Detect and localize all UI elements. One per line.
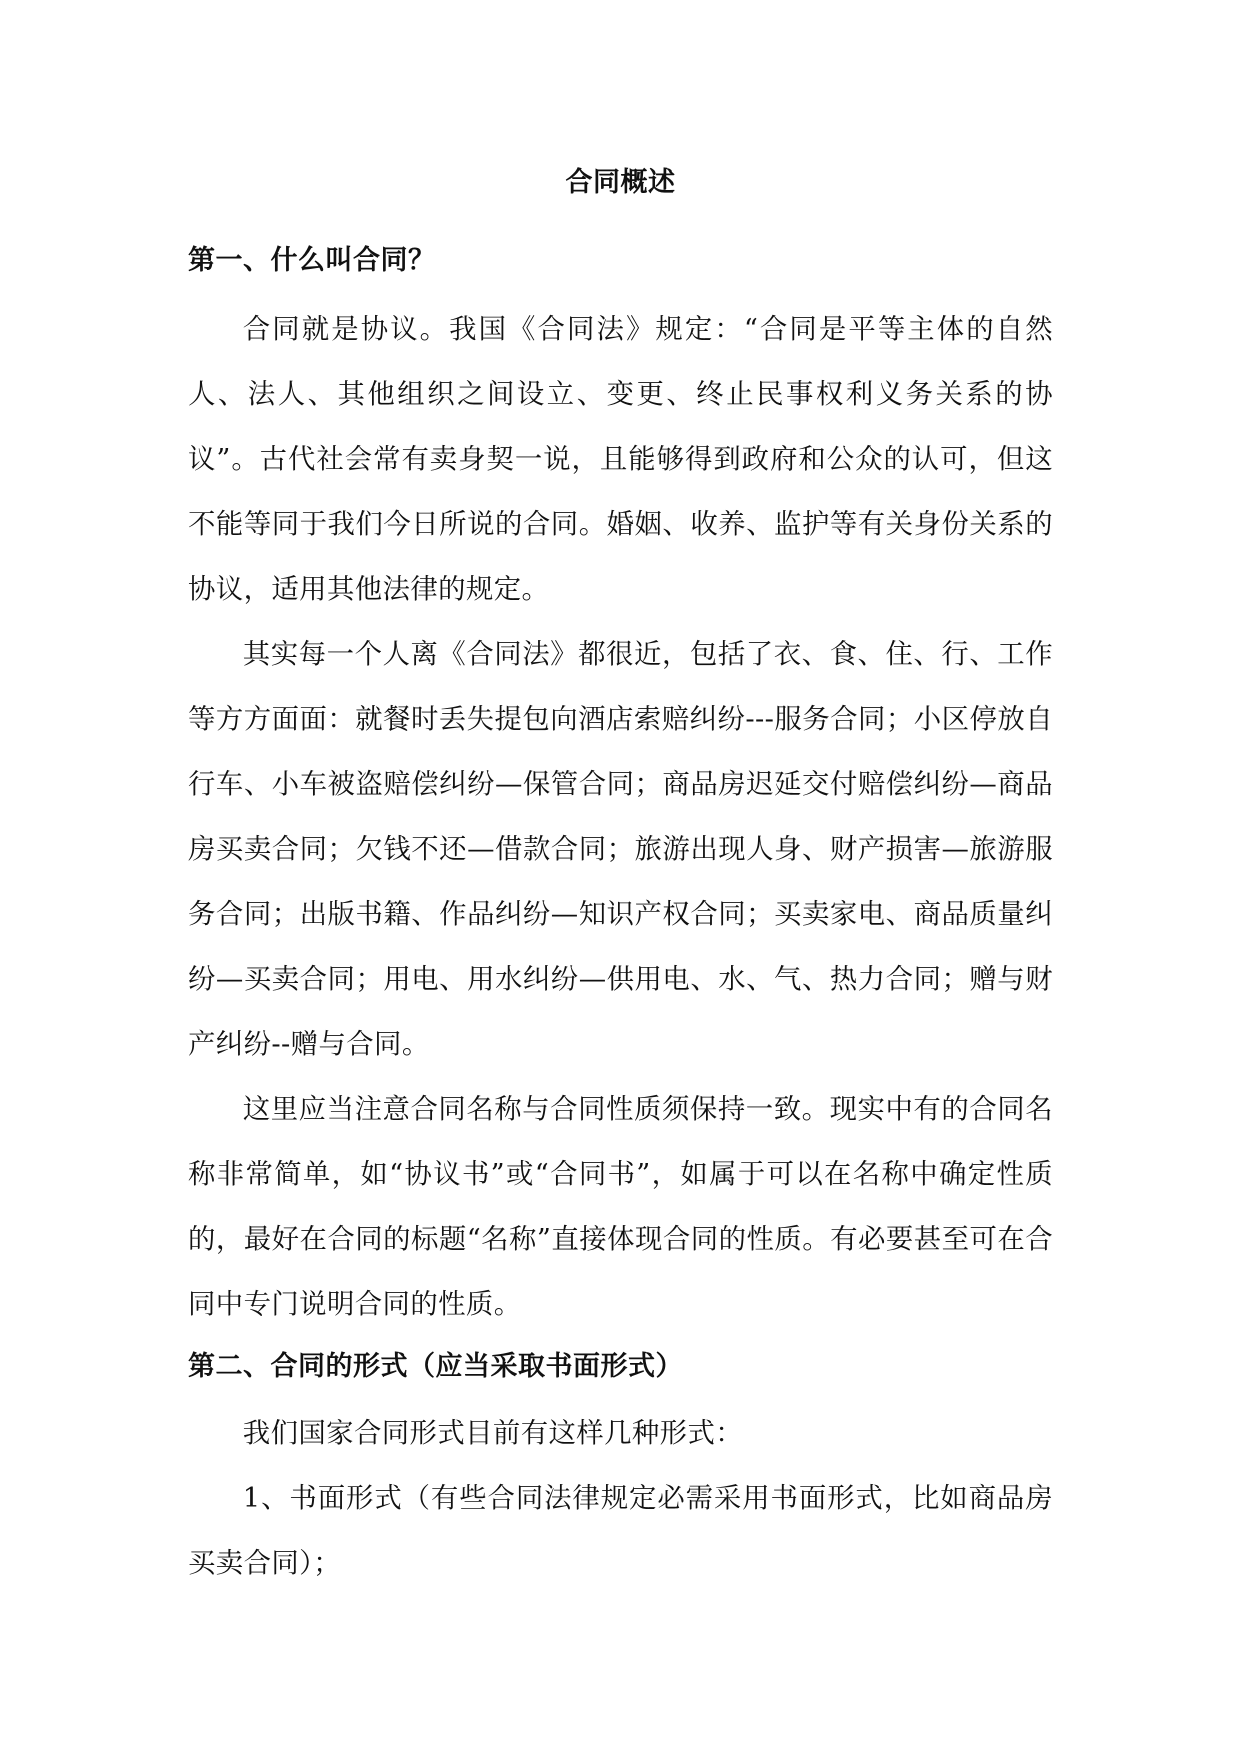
- paragraph-examples: 其实每一个人离《合同法》都很近，包括了衣、食、住、行、工作等方方面面：就餐时丢失提包向酒店索赔纠纷---服务合同；小区停放自行车、小车被盗赔偿纠纷—保管合同；商品房迟延交付赔偿纠纷—商品房买卖合同；欠钱不还—借款合同；旅游出现人身、财产损害—旅游服务合同；出版书籍、作品纠纷—知识产权合同；买卖家电、商品质量纠纷—买卖合同；用电、用水纠纷—供用电、水、气、热力合同；赠与财产纠纷--赠与合同。: [188, 639, 1053, 1060]
- paragraph-written-form: 1、书面形式（有些合同法律规定必需采用书面形式，比如商品房买卖合同）；: [188, 1483, 1053, 1579]
- section-heading-1: 第一、什么叫合同？: [188, 245, 436, 276]
- document-body: [188, 155, 1053, 1596]
- section-heading-2: 第二、合同的形式（应当采取书面形式）: [188, 1351, 683, 1382]
- paragraph-definition: 合同就是协议。我国《合同法》规定：“合同是平等主体的自然人、法人、其他组织之间设立、变更、终止民事权利义务关系的协议”。古代社会常有卖身契一说，且能够得到政府和公众的认可，但这不能等同于我们今日所说的合同。婚姻、收养、监护等有关身份关系的协议，适用其他法律的规定。: [188, 314, 1053, 605]
- paragraph-forms-intro: 我们国家合同形式目前有这样几种形式：: [242, 1418, 744, 1449]
- document-title: 合同概述: [565, 167, 676, 198]
- paragraph-naming-note: 这里应当注意合同名称与合同性质须保持一致。现实中有的合同名称非常简单，如“协议书”或“合同书”，如属于可以在名称中确定性质的，最好在合同的标题“名称”直接体现合同的性质。有必要甚至可在合同中专门说明合同的性质。: [188, 1094, 1053, 1320]
